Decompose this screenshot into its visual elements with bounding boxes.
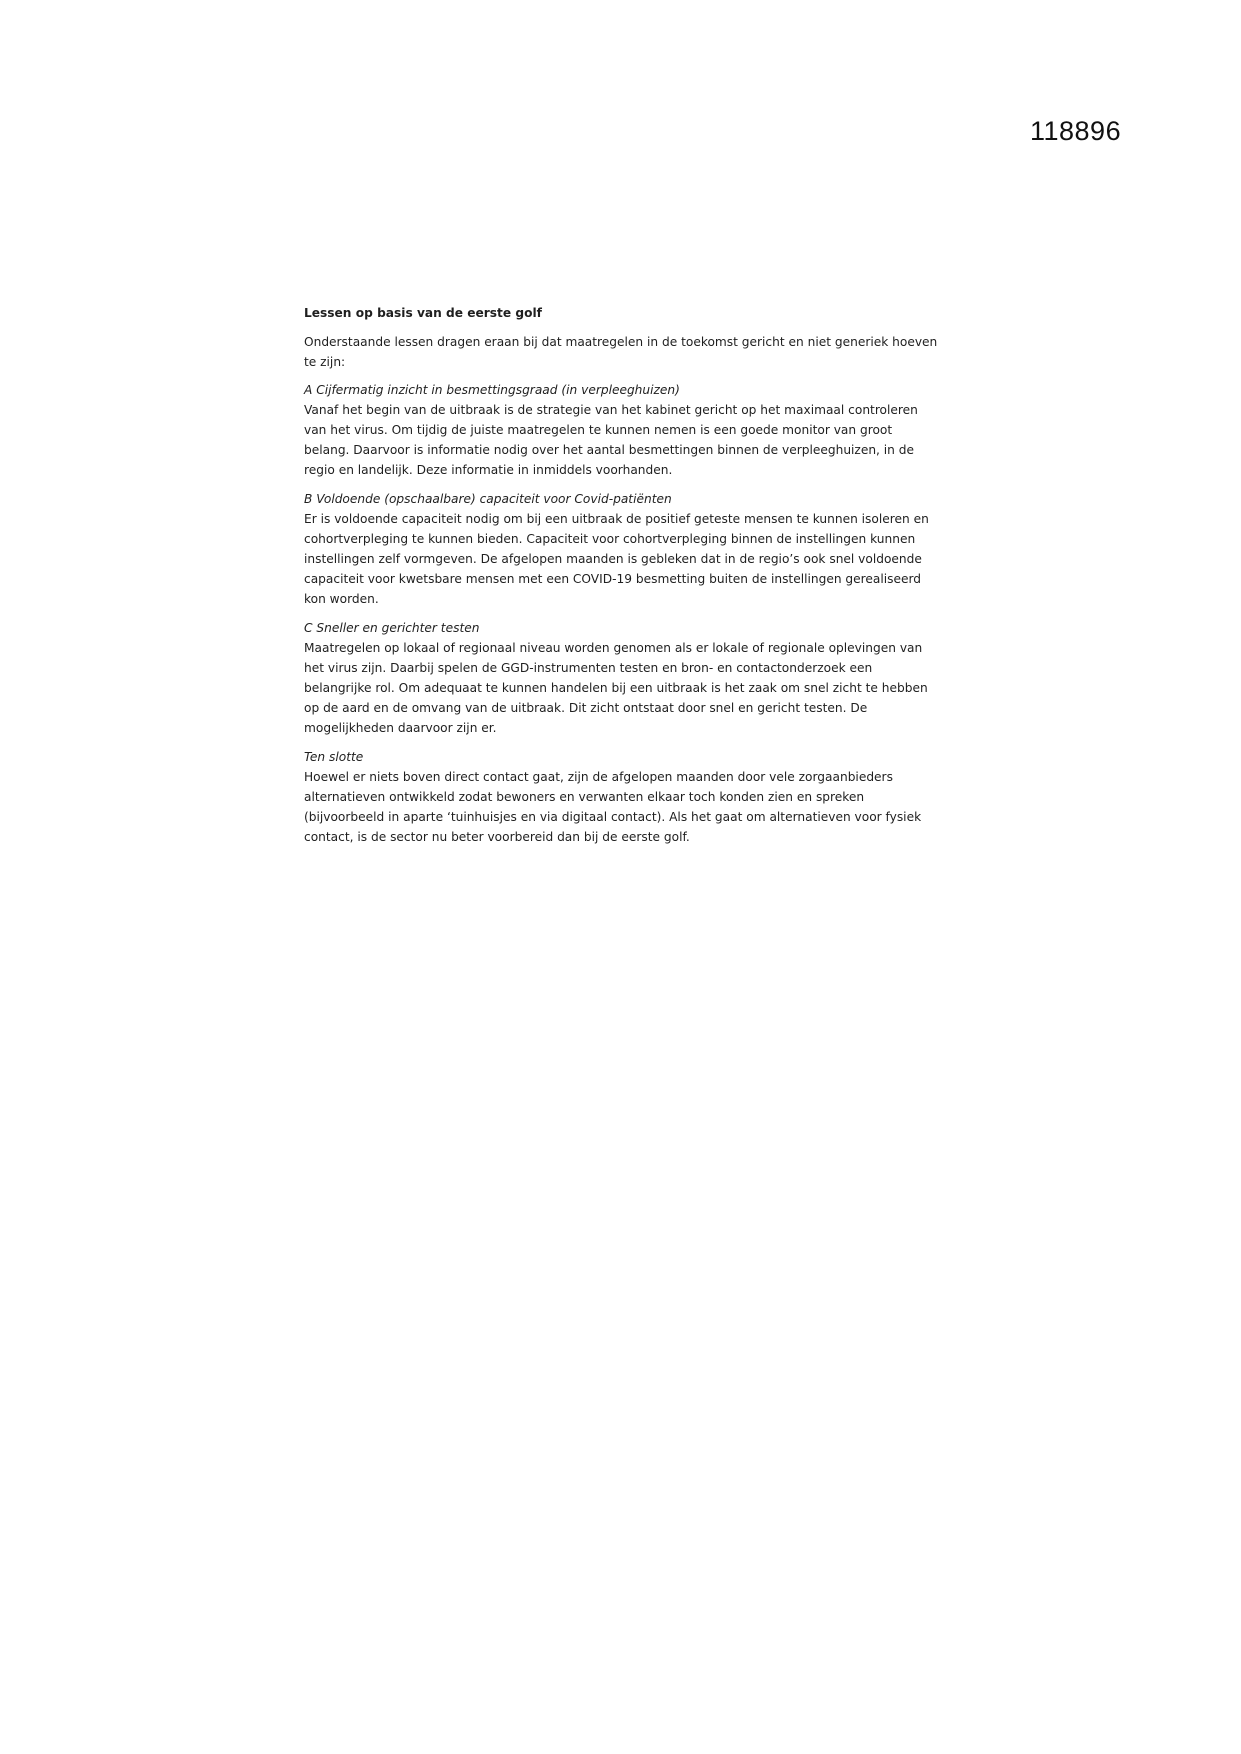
intro-paragraph: Onderstaande lessen dragen eraan bij dat maatregelen in de toekomst gericht en niet generiek hoeven te zijn:: [304, 335, 938, 369]
section-ten-slotte: [304, 747, 940, 847]
section-a: [304, 380, 940, 480]
section-c: [304, 618, 940, 738]
section-heading: C Sneller en gerichter testen: [304, 621, 480, 635]
section-body: Er is voldoende capaciteit nodig om bij een uitbraak de positief geteste mensen te kunnen isoleren en cohortverpleging te kunnen bieden. Capaciteit voor cohortverpleging binnen de instellingen kunnen instellingen zelf vormgeven. De afgelopen maanden is gebleken dat in de regio’s ook snel voldoende capaciteit voor kwetsbare mensen met een COVID-19 besmetting buiten de instellingen gerealiseerd kon worden.: [304, 512, 929, 606]
section-heading: Ten slotte: [304, 750, 364, 764]
section-heading: A Cijfermatig inzicht in besmettingsgraad (in verpleeghuizen): [304, 383, 680, 397]
section-body: Hoewel er niets boven direct contact gaat, zijn de afgelopen maanden door vele zorgaanbieders alternatieven ontwikkeld zodat bewoners en verwanten elkaar toch konden zien en spreken (bijvoorbeeld in aparte ‘tuinhuisjes en via digitaal contact). Als het gaat om alternatieven voor fysiek contact, is de sector nu beter voorbereid dan bij de eerste golf.: [304, 770, 922, 844]
section-body: Vanaf het begin van de uitbraak is de strategie van het kabinet gericht op het maximaal controleren van het virus. Om tijdig de juiste maatregelen te kunnen nemen is een goede monitor van groot belang. Daarvoor is informatie nodig over het aantal besmettingen binnen de verpleeghuizen, in de regio en landelijk. Deze informatie in inmiddels voorhanden.: [304, 403, 918, 477]
document-body: [304, 303, 940, 856]
section-b: [304, 489, 940, 609]
section-body: Maatregelen op lokaal of regionaal niveau worden genomen als er lokale of regionale oplevingen van het virus zijn. Daarbij spelen de GGD-instrumenten testen en bron- en contactonderzoek een belangrijke rol. Om adequaat te kunnen handelen bij een uitbraak is het zaak om snel zicht te hebben op de aard en de omvang van de uitbraak. Dit zicht ontstaat door snel en gericht testen. De mogelijkheden daarvoor zijn er.: [304, 641, 928, 735]
section-heading: B Voldoende (opschaalbare) capaciteit voor Covid-patiënten: [304, 492, 672, 506]
document-title: Lessen op basis van de eerste golf: [304, 306, 542, 320]
document-number: 118896: [1030, 116, 1122, 146]
